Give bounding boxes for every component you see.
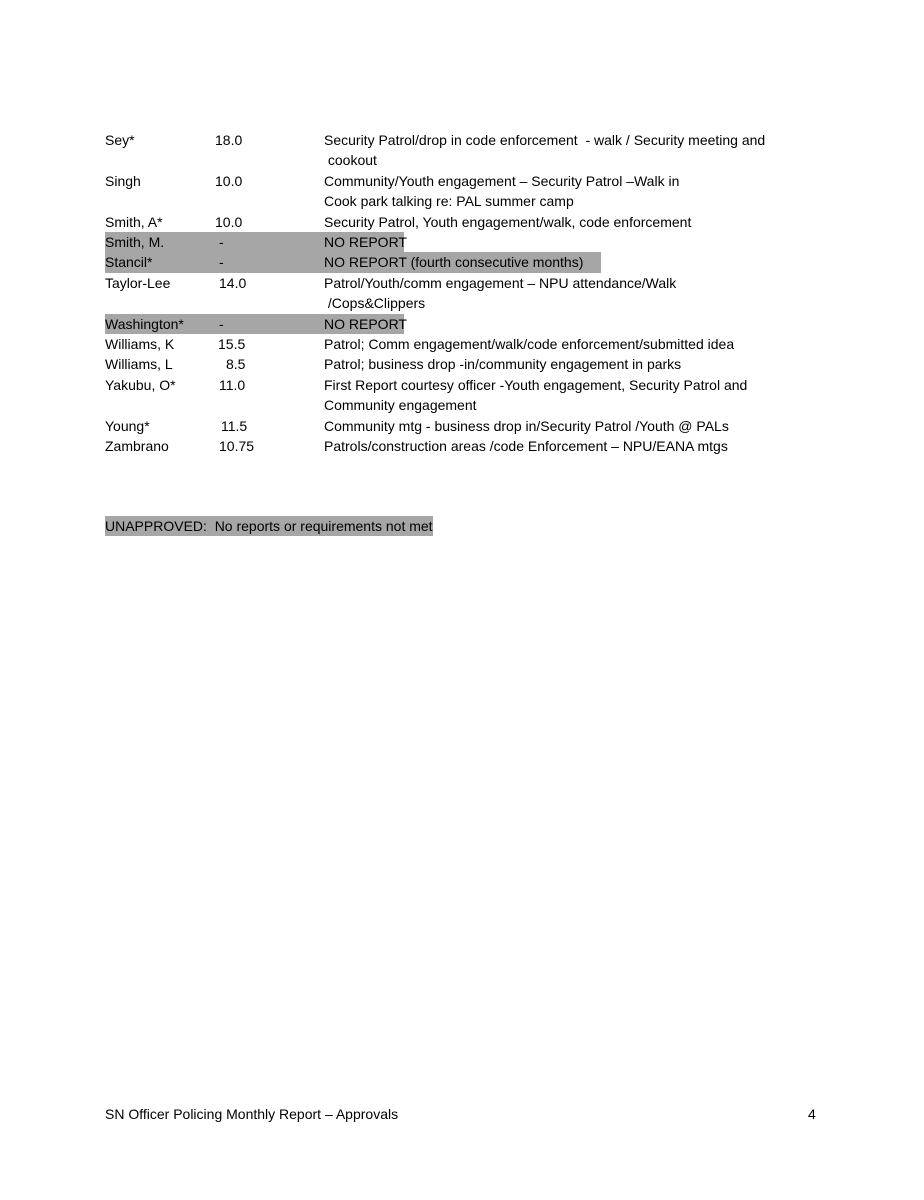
officer-row-no-report [105,314,820,334]
officer-row [105,334,820,354]
officer-activity: NO REPORT [324,315,407,332]
officer-hours: 10.0 [215,213,243,230]
officer-hours: 15.5 [218,336,246,353]
officer-activity: Security Patrol/drop in code enforcement - walk / Security meeting and cookout [324,132,766,169]
officer-name: Williams, K [105,336,175,353]
officer-name: Williams, L [105,356,173,373]
officer-activity: NO REPORT [324,234,407,251]
officer-hours: - [219,234,224,251]
officer-activity: First Report courtesy officer -Youth engagement, Security Patrol and Community engagement [324,376,748,414]
officer-name: Young* [105,417,150,434]
officer-hours: 18.0 [215,132,243,148]
officer-hours: 10.0 [215,172,243,189]
officer-activity: Patrols/construction areas /code Enforcement – NPU/EANA mtgs [324,438,728,455]
officer-hours: 14.0 [219,274,247,291]
officer-row [105,212,820,232]
officer-name: Sey* [105,132,135,148]
officer-name: Taylor-Lee [105,274,171,291]
officer-hours: 11.5 [221,417,248,434]
officer-activity: Community/Youth engagement – Security Patrol –Walk in Cook park talking re: PAL summer camp [324,172,680,210]
officer-hours: 8.5 [226,356,246,373]
footer-title: SN Officer Policing Monthly Report – Approvals [105,1106,399,1122]
officer-activity: Community mtg - business drop in/Security Patrol /Youth @ PALs [324,417,729,434]
officer-activity: Security Patrol, Youth engagement/walk, code enforcement [324,213,692,230]
page-number: 4 [808,1106,816,1122]
officer-row [105,354,820,374]
officer-name: Zambrano [105,438,169,455]
officer-name: Smith, A* [105,213,163,230]
officer-hours: 11.0 [219,376,246,393]
officer-name: Smith, M. [105,234,165,251]
officer-hours: - [219,315,224,332]
officer-name: Yakubu, O* [105,376,176,393]
officer-row [105,436,820,456]
officer-row [105,375,820,416]
officer-hours: - [219,254,224,271]
officer-row [105,273,820,314]
officer-row [105,130,820,171]
unapproved-note: UNAPPROVED: No reports or requirements not met [105,518,433,534]
officer-row [105,171,820,212]
officer-activity: NO REPORT (fourth consecutive months) [324,254,584,271]
officer-row-no-report [105,252,820,272]
officer-name: Singh [105,172,141,189]
officer-row-no-report [105,232,820,252]
officer-activity: Patrol; Comm engagement/walk/code enforcement/submitted idea [324,336,735,353]
officer-name: Washington* [105,315,184,332]
officer-name: Stancil* [105,254,153,271]
officer-hours: 10.75 [219,438,255,455]
officer-report-list [105,130,820,457]
officer-row [105,416,820,436]
officer-activity: Patrol; business drop -in/community engagement in parks [324,356,682,373]
officer-activity: Patrol/Youth/comm engagement – NPU attendance/Walk /Cops&Clippers [324,274,677,312]
